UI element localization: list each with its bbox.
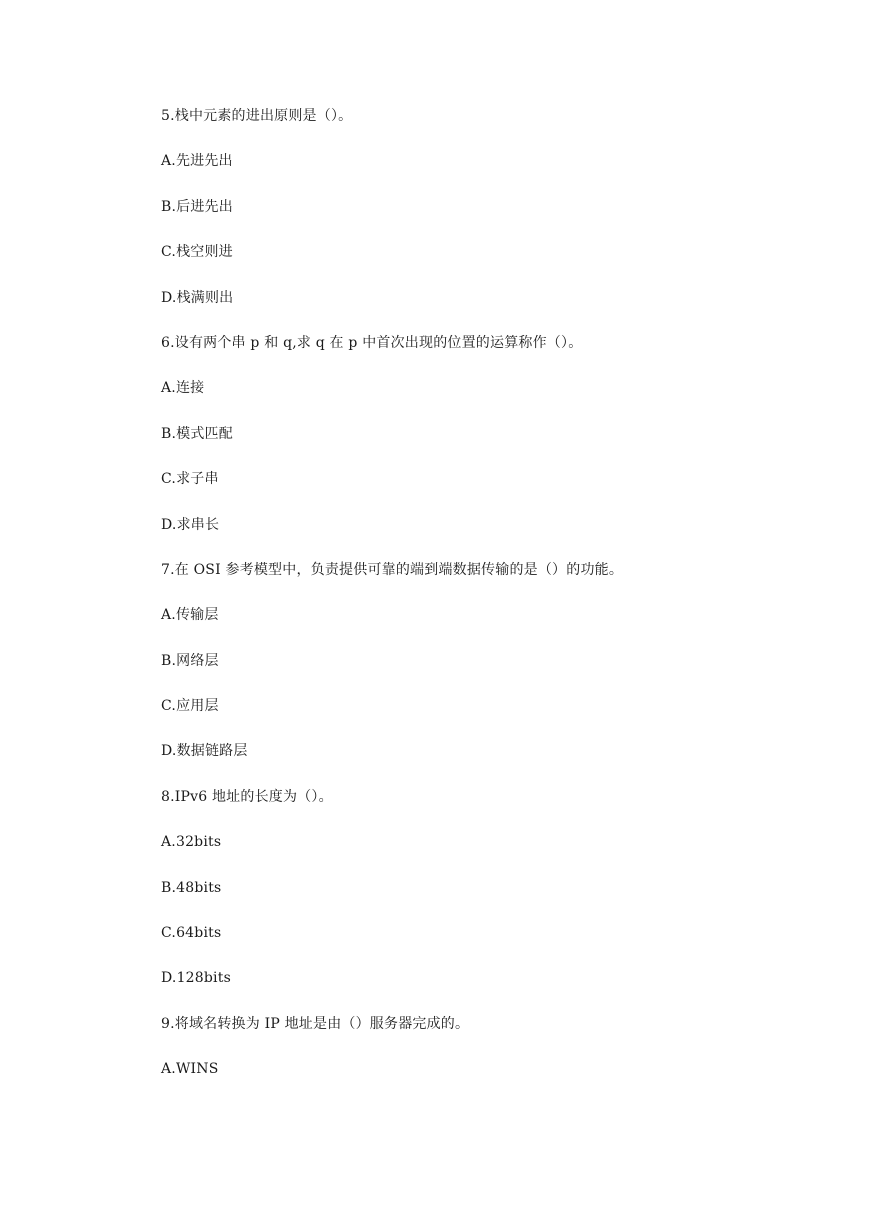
option: C.求子串: [161, 471, 219, 488]
option: D.栈满则出: [161, 289, 234, 306]
question-stem: 8.IPv6 地址的长度为（）。: [161, 788, 333, 805]
question-stem: 6.设有两个串 p 和 q,求 q 在 p 中首次出现的位置的运算称作（）。: [161, 334, 583, 351]
question-stem: 7.在 OSI 参考模型中，负责提供可靠的端到端数据传输的是（）的功能。: [161, 561, 624, 578]
question-list: [161, 104, 761, 1103]
option: C.64bits: [161, 925, 222, 942]
option: A.连接: [161, 380, 205, 397]
option: B.后进先出: [161, 198, 233, 215]
option: D.128bits: [161, 970, 231, 987]
option: A.先进先出: [161, 153, 233, 170]
option: A.传输层: [161, 607, 219, 624]
question-stem: 5.栈中元素的进出原则是（）。: [161, 108, 353, 124]
option: A.WINS: [161, 1061, 219, 1078]
option: D.求串长: [161, 516, 220, 533]
option: B.48bits: [161, 879, 222, 896]
option: C.栈空则进: [161, 244, 233, 261]
option: A.32bits: [161, 834, 222, 851]
option: B.模式匹配: [161, 425, 233, 442]
option: B.网络层: [161, 652, 219, 669]
option: C.应用层: [161, 698, 219, 715]
question-stem: 9.将域名转换为 IP 地址是由（）服务器完成的。: [161, 1015, 470, 1032]
option: D.数据链路层: [161, 743, 248, 760]
